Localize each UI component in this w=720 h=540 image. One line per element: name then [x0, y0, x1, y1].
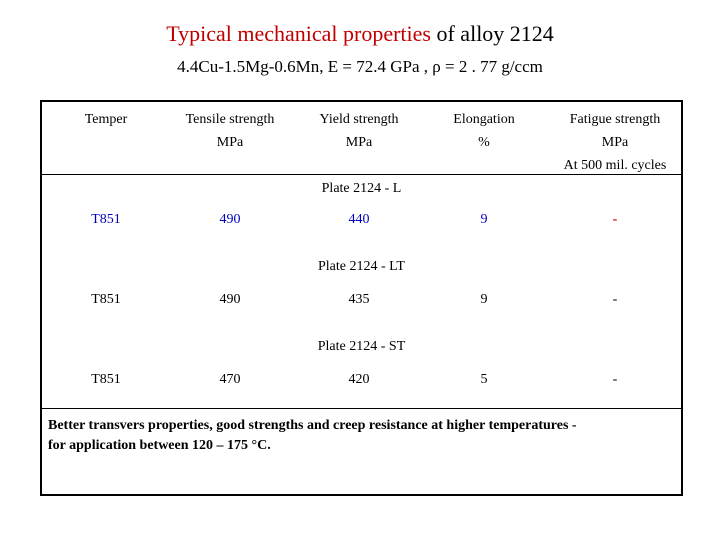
cell-tensile: 470: [219, 372, 241, 387]
section-label-plate-st: Plate 2124 - ST: [317, 339, 406, 354]
header-elongation: [432, 108, 536, 154]
cell-yield: 440: [348, 212, 370, 227]
cell-fatigue: -: [612, 292, 618, 307]
alloy-composition: 4.4Cu-1.5Mg-0.6Mn, E = 72.4 GPa , ρ = 2 . 77 g/ccm: [177, 57, 543, 76]
section-label-plate-l: Plate 2124 - L: [321, 181, 402, 196]
page-title: [0, 20, 720, 48]
header-tensile: [170, 108, 290, 154]
cell-fatigue: -: [612, 372, 618, 387]
title-rest: of alloy 2124: [430, 21, 554, 46]
cell-yield: 435: [348, 292, 370, 307]
header-fatigue-label: Fatigue strength: [569, 112, 661, 127]
table-divider: [42, 408, 681, 409]
note-line-1: Better transvers properties, good strengths and creep resistance at higher temperatures -: [48, 418, 577, 433]
header-fatigue: [550, 108, 680, 177]
cell-elongation: 9: [480, 212, 488, 227]
application-note: [48, 416, 673, 456]
properties-table: [40, 100, 683, 496]
header-elongation-label: Elongation: [453, 112, 515, 127]
cell-tensile: 490: [219, 292, 241, 307]
cell-tensile: 490: [219, 212, 241, 227]
header-yield-unit: MPa: [345, 135, 373, 150]
cell-temper: T851: [91, 372, 121, 387]
header-elongation-unit: %: [478, 135, 490, 150]
cell-temper: T851: [91, 212, 121, 227]
header-temper: [56, 108, 156, 131]
header-temper-label: Temper: [84, 112, 128, 127]
title-highlight: Typical mechanical properties: [166, 21, 431, 46]
cell-elongation: 9: [480, 292, 488, 307]
cell-yield: 420: [348, 372, 370, 387]
header-fatigue-cycles: At 500 mil. cycles: [563, 158, 667, 173]
header-yield-label: Yield strength: [319, 112, 399, 127]
table-divider: [42, 174, 681, 175]
note-line-2: for application between 120 – 175 °C.: [48, 438, 271, 453]
header-fatigue-unit: MPa: [601, 135, 629, 150]
header-tensile-unit: MPa: [216, 135, 244, 150]
header-yield: [300, 108, 418, 154]
header-tensile-label: Tensile strength: [185, 112, 275, 127]
cell-fatigue: -: [612, 212, 618, 227]
cell-temper: T851: [91, 292, 121, 307]
section-label-plate-lt: Plate 2124 - LT: [318, 259, 405, 274]
cell-elongation: 5: [480, 372, 488, 387]
